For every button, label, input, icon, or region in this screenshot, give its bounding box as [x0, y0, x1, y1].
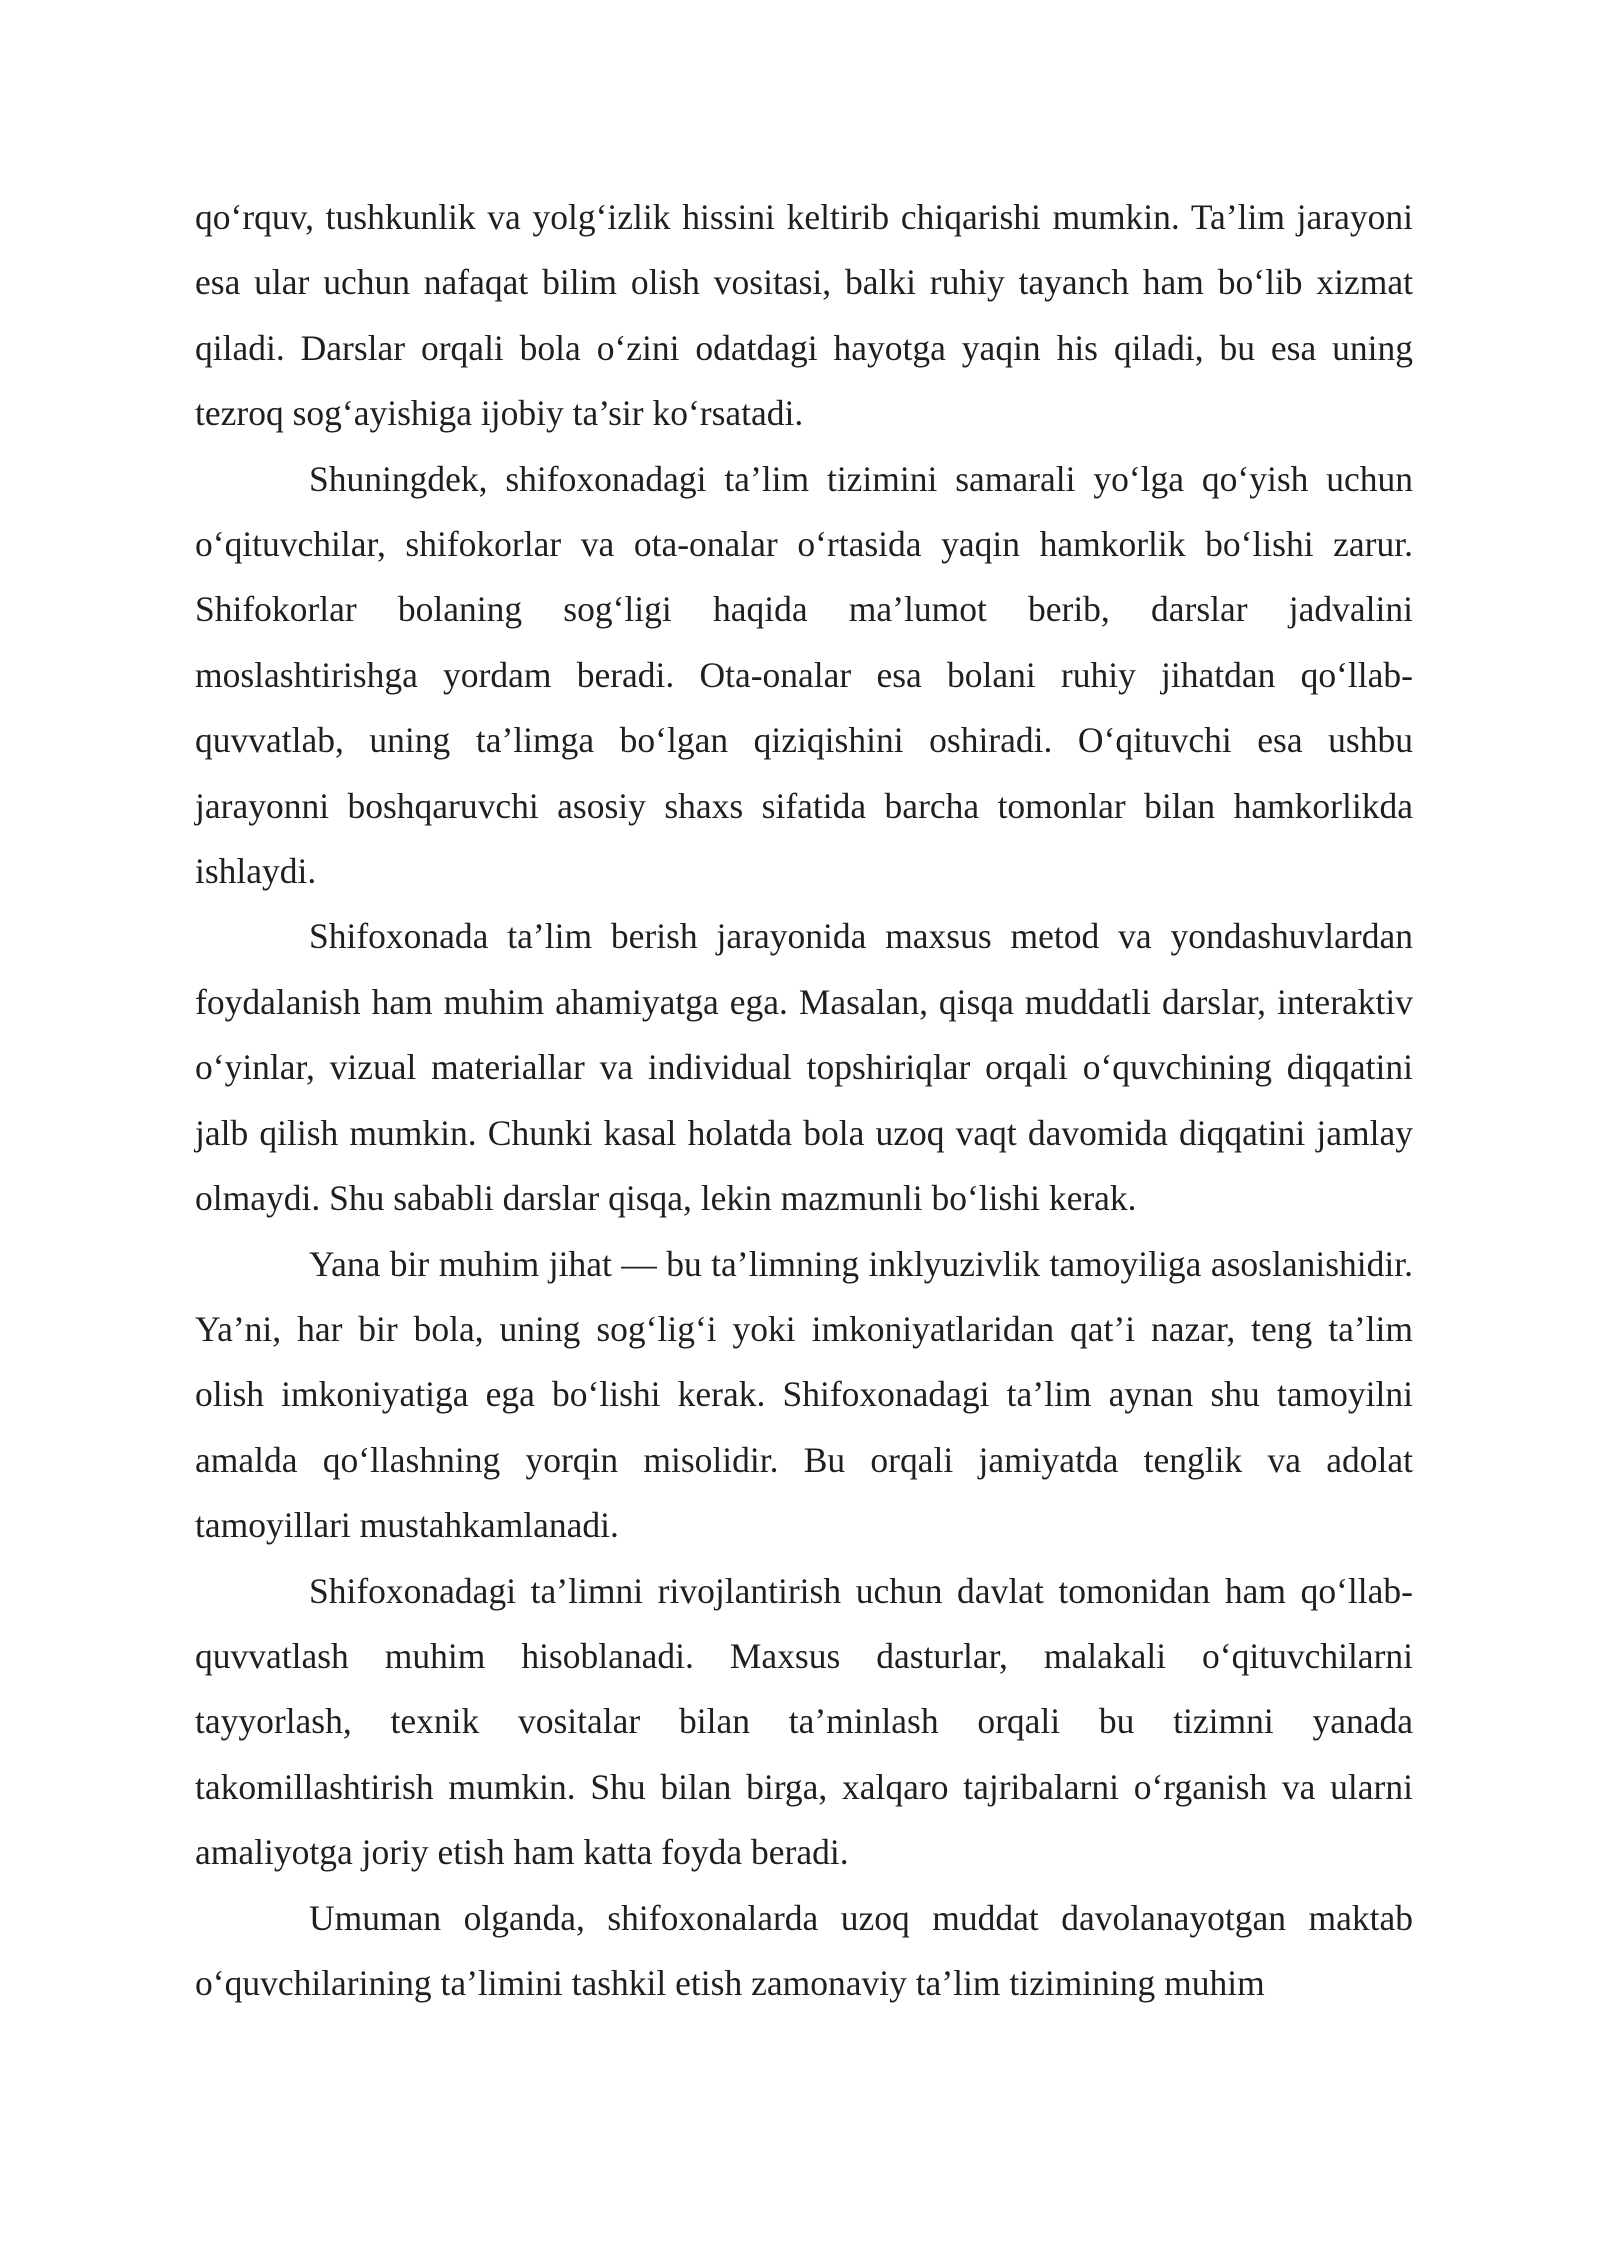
paragraph-3: Shifoxonada ta’lim berish jarayonida maxsus metod va yondashuvlardan foydalanish ham muhim ahamiyatga ega. Masalan, qisqa muddatli darslar, interaktiv o‘yinlar, vizual materiallar va individual topshiriqlar orqali o‘quvchining diqqatini jalb qilish mumkin. Chunki kasal holatda bola uzoq vaqt davomida diqqatini jamlay olmaydi. Shu sababli darslar qisqa, lekin mazmunli bo‘lishi kerak.: [195, 916, 1413, 1219]
paragraph-2: Shuningdek, shifoxonadagi ta’lim tizimini samarali yo‘lga qo‘yish uchun o‘qituvchilar, shifokorlar va ota-onalar o‘rtasida yaqin hamkorlik bo‘lishi zarur. Shifokorlar bolaning sog‘ligi haqida ma’lumot berib, darslar jadvalini moslashtirishga yordam beradi. Ota-onalar esa bolani ruhiy jihatdan qo‘llab-quvvatlab, uning ta’limga bo‘lgan qiziqishini oshiradi. O‘qituvchi esa ushbu jarayonni boshqaruvchi asosiy shaxs sifatida barcha tomonlar bilan hamkorlikda ishlaydi.: [195, 458, 1413, 892]
paragraph-4: Yana bir muhim jihat — bu ta’limning inklyuzivlik tamoyiliga asoslanishidir. Ya’ni, har bir bola, uning sog‘lig‘i yoki imkoniyatlaridan qat’i nazar, teng ta’lim olish imkoniyatiga ega bo‘lishi kerak. Shifoxonadagi ta’lim aynan shu tamoyilni amalda qo‘llashning yorqin misolidir. Bu orqali jamiyatda tenglik va adolat tamoyillari mustahkamlanadi.: [195, 1243, 1413, 1546]
document-body: [195, 185, 1413, 2016]
paragraph-5: Shifoxonadagi ta’limni rivojlantirish uchun davlat tomonidan ham qo‘llab-quvvatlash muhim hisoblanadi. Maxsus dasturlar, malakali o‘qituvchilarni tayyorlash, texnik vositalar bilan ta’minlash orqali bu tizimni yanada takomillashtirish mumkin. Shu bilan birga, xalqaro tajribalarni o‘rganish va ularni amaliyotga joriy etish ham katta foyda beradi.: [195, 1570, 1413, 1873]
paragraph-1: qo‘rquv, tushkunlik va yolg‘izlik hissini keltirib chiqarishi mumkin. Ta’lim jarayoni esa ular uchun nafaqat bilim olish vositasi, balki ruhiy tayanch ham bo‘lib xizmat qiladi. Darslar orqali bola o‘zini odatdagi hayotga yaqin his qiladi, bu esa uning tezroq sog‘ayishiga ijobiy ta’sir ko‘rsatadi.: [195, 197, 1413, 434]
paragraph-6: Umuman olganda, shifoxonalarda uzoq muddat davolanayotgan maktab o‘quvchilarining ta’limini tashkil etish zamonaviy ta’lim tizimining muhim: [195, 1897, 1413, 2003]
